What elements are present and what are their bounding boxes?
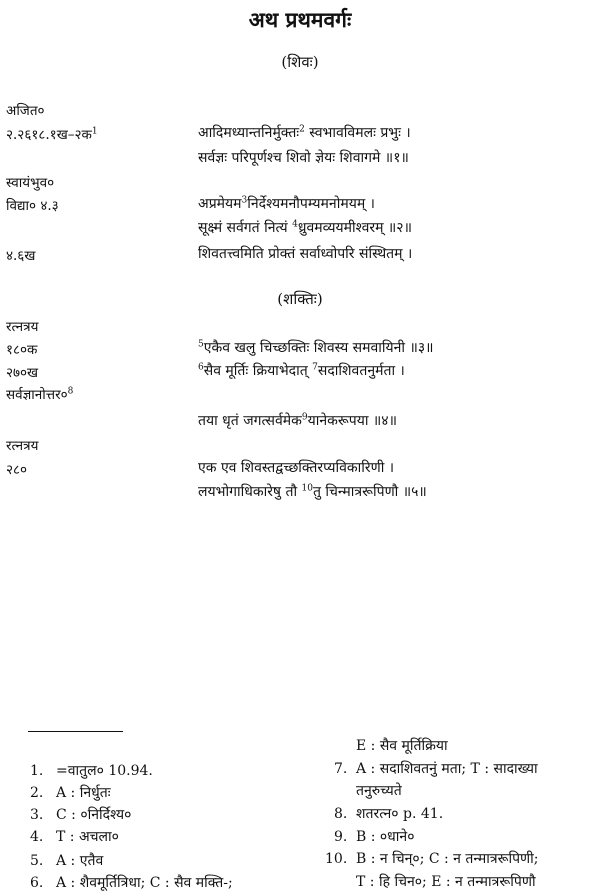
footnote: 10. B : न चिन्०; C : न तन्मात्ररूपिणी; bbox=[325, 851, 539, 867]
verse-line: अप्रमेयम$^3$निर्देश्यमनौपम्यमनोमयम् । bbox=[198, 195, 375, 212]
verse-line: सर्वज्ञः परिपूर्णश्च शिवो ज्ञेयः शिवागमे ॥१॥ bbox=[198, 150, 409, 166]
section-heading-shiva: (शिवः) bbox=[281, 53, 319, 71]
source-name: स्वायंभुव० bbox=[6, 175, 55, 191]
source-name: $सर्वज्ञानोत्तर०^8$ bbox=[6, 386, 74, 403]
section-heading-shakti: (शक्तिः) bbox=[277, 290, 323, 308]
verse-line: शिवतत्त्वमिति प्रोक्तं सर्वाध्वोपरि संस्थितम् । bbox=[198, 246, 413, 262]
verse-reference: २.२६१८.१ख–२क$^1$ bbox=[6, 126, 98, 143]
footnote: 3. C : ०निर्दिश्य० bbox=[30, 807, 132, 823]
footnote-rule bbox=[28, 731, 123, 732]
verse-line: $^6$सैव मूर्तिः क्रियाभेदात् $^7$सदाशिवतनुर्मता । bbox=[198, 362, 405, 379]
verse-line: आदिमध्यान्तनिर्मुक्तः$^2$ स्वभावविमलः प्रभुः । bbox=[198, 124, 411, 141]
verse-line: लयभोगाधिकारेषु तौ $^{10}$तु चिन्मात्ररूपिणौ ॥५॥ bbox=[198, 483, 427, 500]
footnote: 7. A : सदाशिवतनुं मता; T : सादाख्या bbox=[334, 761, 538, 777]
page-title: अथ प्रथमवर्गः bbox=[248, 7, 352, 32]
verse-line: सूक्ष्मं सर्वगतं नित्यं $^4$ध्रुवमव्ययमीश्वरम् ॥२॥ bbox=[198, 219, 412, 236]
footnote: 9. B : ०धाने० bbox=[334, 829, 415, 845]
source-name: अजित० bbox=[6, 103, 45, 119]
verse-line: एक एव शिवस्तद्वच्छक्तिरप्यविकारिणी । bbox=[198, 460, 395, 476]
footnote: 6. A : शैवमूर्तित्रिधा; C : सैव मक्ति-; bbox=[30, 875, 233, 891]
verse-reference: ४.६ख bbox=[6, 248, 36, 264]
verse-line: तया धृतं जगत्सर्वमेक$^9$यानेकरूपया ॥४॥ bbox=[198, 412, 397, 429]
verse-reference: २७०ख bbox=[6, 365, 39, 381]
footnote-continuation: तनुरुच्यते bbox=[356, 783, 402, 799]
footnote: 5. A : एतैव bbox=[30, 853, 104, 869]
verse-reference: विद्या० ४.३ bbox=[6, 198, 59, 214]
footnote: 4. T : अचला० bbox=[30, 829, 119, 845]
source-name: रत्नत्रय bbox=[6, 319, 39, 335]
verse-reference: २८० bbox=[6, 462, 28, 478]
footnote-continuation: T : हि चिन०; E : न तन्मात्ररूपिणौ bbox=[356, 874, 536, 890]
footnote: 8. शतरत्न० p. 41. bbox=[334, 806, 444, 822]
footnote-continuation: E : सैव मूर्तिक्रिया bbox=[356, 738, 448, 754]
source-name: रत्नत्रय bbox=[6, 438, 39, 454]
footnote: 2. A : निर्धुतः bbox=[30, 785, 111, 801]
verse-line: $^5$एकैव खलु चिच्छक्तिः शिवस्य समवायिनी ॥३॥ bbox=[198, 339, 434, 356]
verse-reference: १८०क bbox=[6, 342, 38, 358]
footnote: 1. =वातुल० 10.94. bbox=[30, 763, 153, 779]
